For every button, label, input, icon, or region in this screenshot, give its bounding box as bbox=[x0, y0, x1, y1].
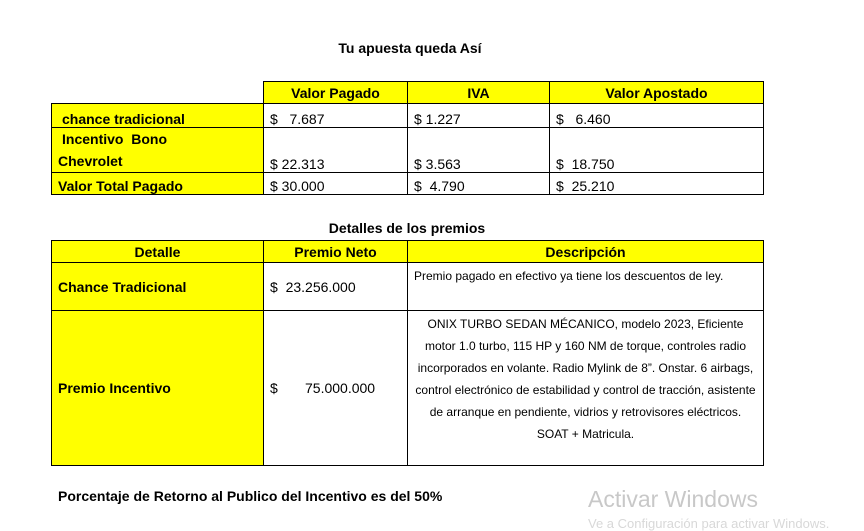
row-label-line1: Incentivo Bono bbox=[62, 131, 167, 147]
header-valor-pagado: Valor Pagado bbox=[264, 82, 408, 104]
activation-watermark-subtext: Ve a Configuración para activar Windows. bbox=[588, 516, 830, 531]
cell-valor-apostado: $ 18.750 bbox=[550, 128, 764, 173]
header-descripcion: Descripción bbox=[408, 241, 764, 263]
prize-premio-neto: $ 75.000.000 bbox=[264, 311, 408, 466]
header-detalle: Detalle bbox=[52, 241, 264, 263]
cell-iva: $ 4.790 bbox=[408, 173, 550, 195]
prize-premio-neto: $ 23.256.000 bbox=[264, 263, 408, 311]
prize-detalle: Chance Tradicional bbox=[52, 263, 264, 311]
summary-table bbox=[51, 81, 764, 195]
prize-descripcion: ONIX TURBO SEDAN MÉCANICO, modelo 2023, Eficiente motor 1.0 turbo, 115 HP y 160 NM de torque, controles radio incorporados en volante. Radio Mylink de 8”. Onstar. 6 airbags, control electrónico de estabilidad y control de tracción, asistente de arranque en pendiente, vidrios y retrovisores eléctricos. SOAT + Matricula. bbox=[408, 311, 764, 466]
summary-row bbox=[52, 128, 764, 173]
summary-title: Tu apuesta queda Así bbox=[338, 40, 482, 56]
summary-header-row bbox=[52, 82, 764, 104]
prize-descripcion: Premio pagado en efectivo ya tiene los descuentos de ley. bbox=[408, 263, 764, 311]
empty-corner bbox=[52, 82, 264, 104]
footer-note: Porcentaje de Retorno al Publico del Incentivo es del 50% bbox=[58, 488, 443, 504]
cell-valor-apostado: $ 6.460 bbox=[550, 104, 764, 128]
prizes-title: Detalles de los premios bbox=[328, 220, 486, 236]
summary-row bbox=[52, 104, 764, 128]
row-label: chance tradicional bbox=[52, 104, 264, 128]
activation-watermark: Activar Windows bbox=[588, 486, 758, 512]
summary-row bbox=[52, 173, 764, 195]
row-label-line2: Chevrolet bbox=[58, 153, 123, 169]
prize-row bbox=[52, 263, 764, 311]
cell-valor-pagado: $ 22.313 bbox=[264, 128, 408, 173]
cell-iva: $ 3.563 bbox=[408, 128, 550, 173]
row-label: Valor Total Pagado bbox=[52, 173, 264, 195]
cell-valor-pagado: $ 30.000 bbox=[264, 173, 408, 195]
prizes-table bbox=[51, 240, 764, 466]
cell-valor-apostado: $ 25.210 bbox=[550, 173, 764, 195]
header-valor-apostado: Valor Apostado bbox=[550, 82, 764, 104]
header-iva: IVA bbox=[408, 82, 550, 104]
row-label bbox=[52, 128, 264, 173]
cell-valor-pagado: $ 7.687 bbox=[264, 104, 408, 128]
cell-iva: $ 1.227 bbox=[408, 104, 550, 128]
prizes-header-row bbox=[52, 241, 764, 263]
prize-detalle: Premio Incentivo bbox=[52, 311, 264, 466]
header-premio-neto: Premio Neto bbox=[264, 241, 408, 263]
prize-row bbox=[52, 311, 764, 466]
